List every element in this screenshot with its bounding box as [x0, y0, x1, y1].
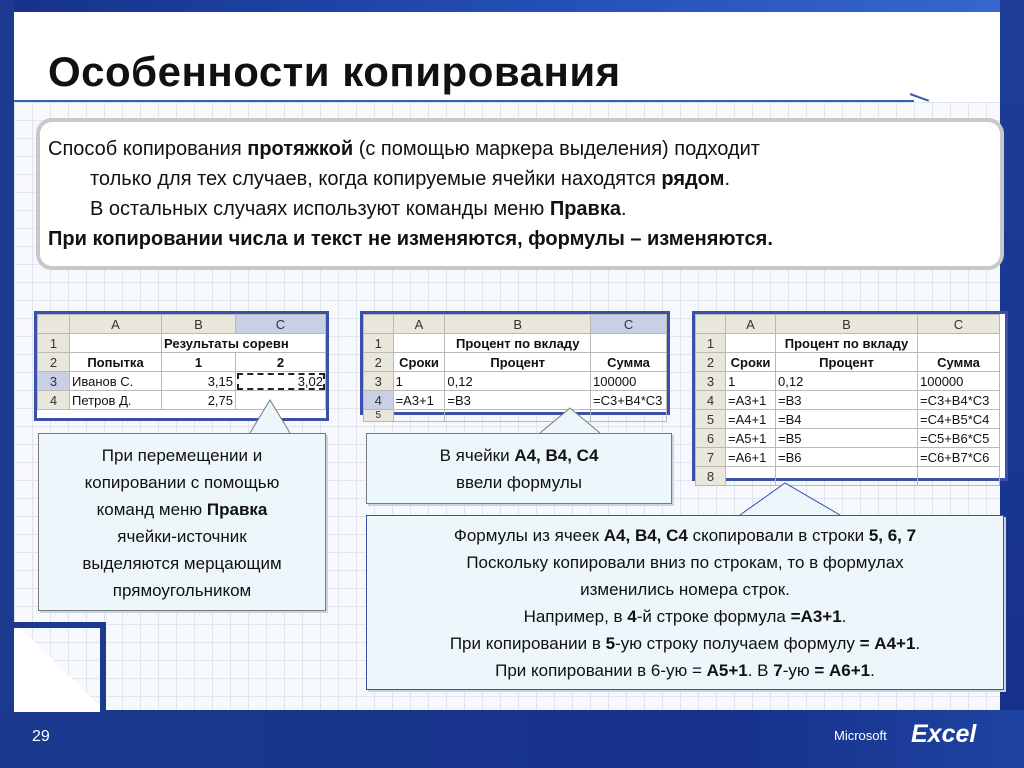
- note-text: При копировании в: [449, 634, 606, 653]
- cell[interactable]: 100000: [918, 372, 1000, 391]
- note-bold: 5, 6, 7: [868, 526, 917, 545]
- row-header[interactable]: 5: [696, 410, 726, 429]
- cell[interactable]: =A5+1: [726, 429, 776, 448]
- page-title: Особенности копирования: [48, 48, 621, 95]
- column-header[interactable]: A: [726, 315, 776, 334]
- note-text: .: [841, 607, 847, 626]
- cell[interactable]: =B4: [776, 410, 918, 429]
- row-header[interactable]: 7: [696, 448, 726, 467]
- note-text: В ячейки: [439, 446, 515, 465]
- row-header[interactable]: 2: [364, 353, 394, 372]
- column-header[interactable]: B: [162, 315, 236, 334]
- marquee-cell[interactable]: 3,02: [236, 372, 326, 391]
- cell[interactable]: =A3+1: [726, 391, 776, 410]
- cell[interactable]: 2,75: [162, 391, 236, 410]
- cell[interactable]: =B3: [776, 391, 918, 410]
- cell[interactable]: =A4+1: [726, 410, 776, 429]
- note-line: [39, 496, 325, 523]
- note-bold: Правка: [206, 500, 268, 519]
- note-text: -ую: [782, 661, 815, 680]
- note-line: ячейки-источник: [117, 527, 247, 546]
- column-header[interactable]: C: [918, 315, 1000, 334]
- note-text: -ую строку получаем формулу: [615, 634, 860, 653]
- note-bold: = A6+1: [814, 661, 871, 680]
- note-text: . В: [747, 661, 774, 680]
- column-header[interactable]: C: [591, 315, 667, 334]
- note-bold: A4, B4, C4: [603, 526, 688, 545]
- note-line: [367, 630, 1003, 657]
- note-text: команд меню: [96, 500, 207, 519]
- intro-text: .: [621, 198, 627, 220]
- note1-pointer: [250, 400, 290, 433]
- note-bold: 5: [605, 634, 616, 653]
- note-formulas-copied: [366, 515, 1004, 690]
- note-line: [367, 603, 1003, 630]
- row-header[interactable]: 3: [364, 372, 394, 391]
- corner-frame: [14, 622, 106, 712]
- cell[interactable]: Сроки: [393, 353, 445, 372]
- column-header[interactable]: C: [236, 315, 326, 334]
- note-text: скопировали в строки: [687, 526, 869, 545]
- row-header[interactable]: 1: [38, 334, 70, 353]
- cell[interactable]: Процент: [445, 353, 591, 372]
- cell[interactable]: Сумма: [591, 353, 667, 372]
- cell[interactable]: Сумма: [918, 353, 1000, 372]
- row-header[interactable]: 2: [38, 353, 70, 372]
- row-header[interactable]: 6: [696, 429, 726, 448]
- note-bold: 4: [627, 607, 637, 626]
- intro-text: (с помощью маркера выделения) подходит: [353, 138, 760, 160]
- note-line: При перемещении и: [101, 446, 263, 465]
- note3-pointer: [740, 483, 840, 515]
- note-line: копировании с помощью: [84, 473, 280, 492]
- note-text: Например, в: [523, 607, 628, 626]
- cell[interactable]: 100000: [591, 372, 667, 391]
- page-number: 29: [32, 728, 50, 745]
- cell[interactable]: 0,12: [776, 372, 918, 391]
- cell[interactable]: 0,12: [445, 372, 591, 391]
- note-bold: 7: [773, 661, 783, 680]
- column-header[interactable]: B: [445, 315, 591, 334]
- note-formulas-entered: [366, 433, 672, 504]
- note-text: -й строке формула: [636, 607, 791, 626]
- intro-bold: рядом: [661, 168, 725, 190]
- cell[interactable]: =A6+1: [726, 448, 776, 467]
- cell[interactable]: =C4+B5*C4: [918, 410, 1000, 429]
- cell[interactable]: Попытка: [70, 353, 162, 372]
- row-header[interactable]: 4: [38, 391, 70, 410]
- row-header[interactable]: 2: [696, 353, 726, 372]
- row-header[interactable]: 3: [38, 372, 70, 391]
- note2-pointer: [540, 408, 600, 433]
- column-header[interactable]: A: [393, 315, 445, 334]
- column-header[interactable]: A: [70, 315, 162, 334]
- cell[interactable]: =A3+1: [393, 391, 445, 410]
- cell[interactable]: Иванов С.: [70, 372, 162, 391]
- cell[interactable]: Петров Д.: [70, 391, 162, 410]
- row-header[interactable]: 4: [364, 391, 394, 410]
- cell[interactable]: =C5+B6*C5: [918, 429, 1000, 448]
- note-bold: A4, B4, C4: [514, 446, 599, 465]
- cell[interactable]: Процент: [776, 353, 918, 372]
- intro-bold: При копировании числа и текст не изменяются, формулы – изменяются.: [48, 228, 773, 250]
- note-line: изменились номера строк.: [580, 580, 790, 599]
- intro-text: .: [724, 168, 730, 190]
- note-text: .: [915, 634, 921, 653]
- cell[interactable]: Процент по вкладу: [776, 334, 918, 353]
- row-header[interactable]: 4: [696, 391, 726, 410]
- cell[interactable]: Процент по вкладу: [445, 334, 591, 353]
- column-header[interactable]: B: [776, 315, 918, 334]
- note-line: [367, 657, 1003, 684]
- row-header[interactable]: 1: [696, 334, 726, 353]
- brand-product: Excel: [911, 720, 977, 748]
- note-marquee: [38, 433, 326, 611]
- cell[interactable]: =B5: [776, 429, 918, 448]
- intro-text: только для тех случаев, когда копируемые ячейки находятся: [90, 168, 662, 190]
- note-line: [367, 522, 1003, 549]
- row-header[interactable]: 5: [364, 410, 394, 422]
- row-header[interactable]: 8: [696, 467, 726, 486]
- note-line: [367, 442, 671, 469]
- cell[interactable]: =C6+B7*C6: [918, 448, 1000, 467]
- cell[interactable]: =C3+B4*C3: [591, 391, 667, 410]
- cell[interactable]: =B3: [445, 391, 591, 410]
- cell[interactable]: =C3+B4*C3: [918, 391, 1000, 410]
- note-line: Поскольку копировали вниз по строкам, то в формулах: [466, 553, 904, 572]
- note-bold: =A3+1: [790, 607, 842, 626]
- cell[interactable]: Результаты соревн: [162, 334, 326, 353]
- intro-text: Способ копирования: [48, 138, 248, 160]
- note-line: выделяются мерцающим: [82, 554, 282, 573]
- cell[interactable]: Сроки: [726, 353, 776, 372]
- note-bold: = A4+1: [859, 634, 916, 653]
- note-text: Формулы из ячеек: [453, 526, 604, 545]
- intro-bold: протяжкой: [247, 138, 354, 160]
- intro-text: В остальных случаях используют команды меню: [90, 198, 550, 220]
- cell[interactable]: 1: [162, 353, 236, 372]
- note-line: ввели формулы: [456, 473, 582, 492]
- note-line: прямоугольником: [112, 581, 252, 600]
- note-text: .: [870, 661, 875, 680]
- cell[interactable]: 2: [236, 353, 326, 372]
- cell[interactable]: 1: [393, 372, 445, 391]
- row-header[interactable]: 1: [364, 334, 394, 353]
- intro-bold: Правка: [549, 198, 621, 220]
- note-text: При копировании в 6-ую =: [495, 661, 707, 680]
- row-header[interactable]: 3: [696, 372, 726, 391]
- note-bold: A5+1: [706, 661, 748, 680]
- cell[interactable]: 1: [726, 372, 776, 391]
- cell[interactable]: =B6: [776, 448, 918, 467]
- brand-company: Microsoft: [834, 728, 887, 743]
- cell[interactable]: 3,15: [162, 372, 236, 391]
